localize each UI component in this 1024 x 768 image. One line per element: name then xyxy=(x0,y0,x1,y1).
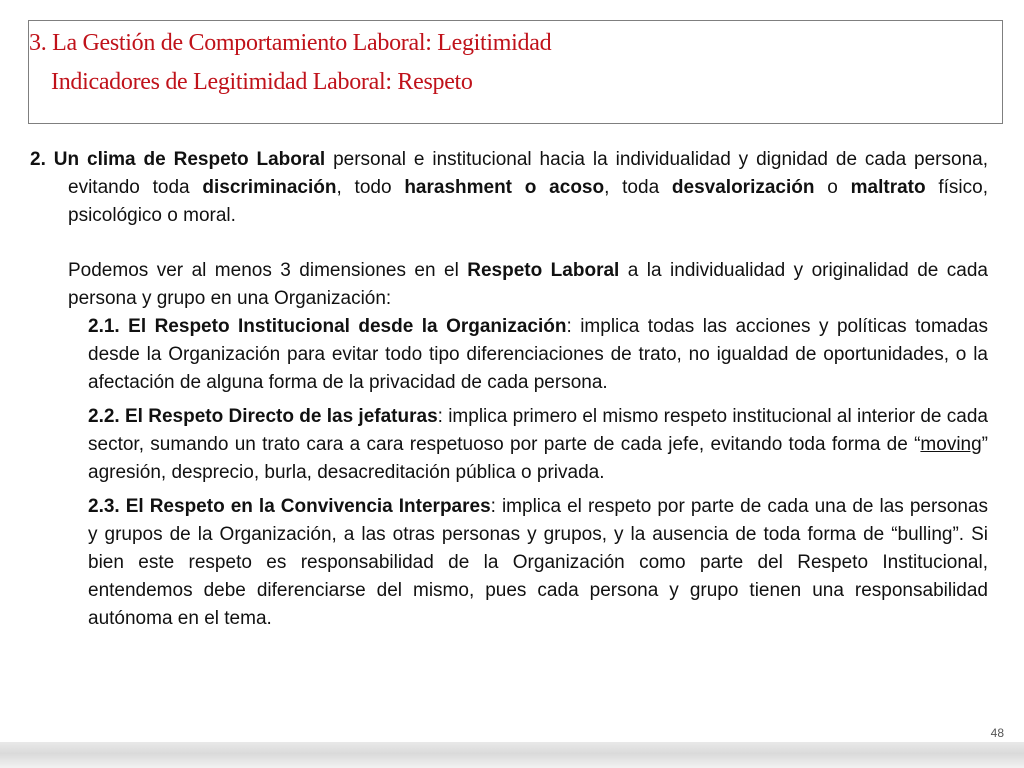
subpoint-heading: 2.2. El Respeto Directo de las jefaturas xyxy=(88,406,438,427)
text-run: personal e institucional hacia la individualidad y dignidad de cada persona, evitando toda xyxy=(68,149,988,198)
subpoint-2-3 xyxy=(30,493,988,633)
paragraph-dimensiones xyxy=(30,257,988,313)
text-run: , todo xyxy=(336,177,405,198)
slide-subtitle: Indicadores de Legitimidad Laboral: Respeto xyxy=(51,69,473,95)
page-number: 48 xyxy=(990,726,1004,740)
paragraph-lead: 2. Un clima de Respeto Laboral xyxy=(30,149,326,170)
subpoint-2-1 xyxy=(30,313,988,397)
text-run: Podemos ver al menos 3 dimensiones en el xyxy=(68,260,468,281)
text-run: : implica todas las acciones y políticas tomadas desde la Organización para evitar todo tipo diferenciaciones de trato, no igualdad de oportunidades, o la afectación de alguna forma de la privacidad de cada persona. xyxy=(88,316,988,393)
text-run: o xyxy=(814,177,851,198)
keyword-discriminacion: discriminación xyxy=(202,177,337,198)
text-run: ” agresión, desprecio, burla, desacreditación pública o privada. xyxy=(88,434,988,483)
text-run: : implica primero el mismo respeto institucional al interior de cada sector, sumando un trato cara a cara respetuoso por parte de cada jefe, evitando toda forma de “ xyxy=(88,406,988,455)
footer-bar xyxy=(0,742,1024,768)
underlined-term-moving: moving xyxy=(920,434,982,455)
text-run: a la individualidad y originalidad de cada persona y grupo en una Organización: xyxy=(68,260,988,309)
keyword-maltrato: maltrato xyxy=(850,177,926,198)
slide-body xyxy=(30,146,988,633)
title-box xyxy=(28,20,1003,124)
keyword-desvalorizacion: desvalorización xyxy=(671,177,815,198)
paragraph-clima-respeto xyxy=(30,146,988,230)
text-run: , toda xyxy=(604,177,672,198)
keyword-harashment: harashment o acoso xyxy=(404,177,605,198)
subpoint-2-2 xyxy=(30,403,988,487)
subpoint-heading: 2.3. El Respeto en la Convivencia Interpares xyxy=(88,496,491,517)
subpoint-heading: 2.1. El Respeto Institucional desde la Organización xyxy=(88,316,567,337)
slide-title: 3. La Gestión de Comportamiento Laboral: Legitimidad xyxy=(29,30,552,56)
text-run: : implica el respeto por parte de cada una de las personas y grupos de la Organización, a las otras personas y grupos, y la ausencia de toda forma de “bulling”. Si bien este respeto es responsabilidad de la Organización como parte del Respeto Institucional, entendemos debe diferenciarse del mismo, pues cada persona y grupo tienen una responsabilidad autónoma en el tema. xyxy=(88,496,988,629)
text-run: físico, psicológico o moral. xyxy=(68,177,988,226)
keyword-respeto-laboral: Respeto Laboral xyxy=(467,260,620,281)
